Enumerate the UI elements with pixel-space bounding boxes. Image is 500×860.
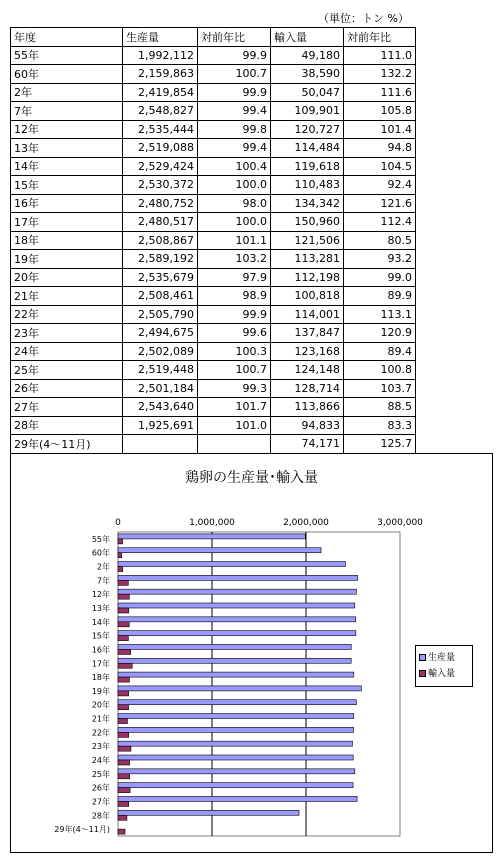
header-year: 年度 <box>11 28 123 47</box>
y-category-label: 16年 <box>91 645 110 655</box>
cell-production-ratio: 98.9 <box>198 287 271 306</box>
bar-import <box>118 801 129 806</box>
cell-import-ratio: 93.2 <box>344 250 416 269</box>
bar-import <box>118 594 129 599</box>
bar-import <box>118 580 128 585</box>
cell-import: 120,727 <box>271 120 344 139</box>
bar-import <box>118 815 127 820</box>
cell-import: 150,960 <box>271 213 344 232</box>
cell-year: 28年 <box>11 416 123 435</box>
cell-import-ratio: 132.2 <box>344 65 416 84</box>
bar-import <box>118 732 129 737</box>
cell-production: 2,494,675 <box>123 324 198 343</box>
cell-year: 14年 <box>11 157 123 176</box>
cell-import: 119,618 <box>271 157 344 176</box>
cell-year: 2年 <box>11 83 123 102</box>
y-category-label: 23年 <box>91 742 110 752</box>
cell-production-ratio: 101.0 <box>198 416 271 435</box>
cell-import-ratio: 105.8 <box>344 102 416 121</box>
y-category-label: 19年 <box>91 686 110 696</box>
cell-production-ratio: 101.7 <box>198 398 271 417</box>
bar-production <box>118 783 353 788</box>
y-category-label: 7年 <box>96 576 110 586</box>
cell-import-ratio: 100.8 <box>344 361 416 380</box>
cell-production: 2,535,444 <box>123 120 198 139</box>
cell-year: 26年 <box>11 379 123 398</box>
cell-production: 2,519,448 <box>123 361 198 380</box>
y-category-label: 21年 <box>91 714 110 724</box>
x-tick-label: 3,000,000 <box>377 518 423 528</box>
bar-production <box>118 575 358 580</box>
cell-year: 23年 <box>11 324 123 343</box>
cell-year: 27年 <box>11 398 123 417</box>
bar-import <box>118 774 130 779</box>
y-category-label: 60年 <box>91 548 110 558</box>
cell-production: 2,535,679 <box>123 268 198 287</box>
cell-production-ratio: 100.0 <box>198 176 271 195</box>
cell-year: 7年 <box>11 102 123 121</box>
cell-import-ratio: 94.8 <box>344 139 416 158</box>
bar-import <box>118 567 123 572</box>
cell-import: 74,171 <box>271 435 344 454</box>
y-category-label: 29年(4～11月) <box>54 825 110 835</box>
cell-import-ratio: 92.4 <box>344 176 416 195</box>
cell-import-ratio: 88.5 <box>344 398 416 417</box>
bar-production <box>118 631 356 636</box>
bar-import <box>118 691 129 696</box>
y-category-label: 18年 <box>91 673 110 683</box>
cell-import-ratio: 120.9 <box>344 324 416 343</box>
bar-production <box>118 686 361 691</box>
bar-import <box>118 649 131 654</box>
cell-production-ratio: 99.3 <box>198 379 271 398</box>
y-category-label: 28年 <box>91 811 110 821</box>
cell-year: 18年 <box>11 231 123 250</box>
bar-production <box>118 727 354 732</box>
cell-production-ratio: 99.6 <box>198 324 271 343</box>
bar-import <box>118 539 123 544</box>
header-import-ratio: 対前年比 <box>344 28 416 47</box>
cell-import: 134,342 <box>271 194 344 213</box>
cell-import: 109,901 <box>271 102 344 121</box>
cell-import-ratio: 103.7 <box>344 379 416 398</box>
bar-production <box>118 810 299 815</box>
cell-import-ratio: 83.3 <box>344 416 416 435</box>
cell-production: 2,529,424 <box>123 157 198 176</box>
x-tick-label: 0 <box>115 518 121 528</box>
cell-production-ratio: 99.9 <box>198 305 271 324</box>
y-category-label: 26年 <box>91 783 110 793</box>
cell-production-ratio: 100.7 <box>198 65 271 84</box>
cell-year: 25年 <box>11 361 123 380</box>
bar-production <box>118 589 356 594</box>
cell-production: 2,419,854 <box>123 83 198 102</box>
cell-production-ratio: 100.0 <box>198 213 271 232</box>
cell-import: 123,168 <box>271 342 344 361</box>
bar-production <box>118 700 356 705</box>
cell-production-ratio: 99.9 <box>198 83 271 102</box>
bar-production <box>118 562 345 567</box>
legend-swatch-production <box>419 654 426 661</box>
cell-production: 2,508,461 <box>123 287 198 306</box>
cell-production-ratio: 99.9 <box>198 46 271 65</box>
cell-year: 20年 <box>11 268 123 287</box>
legend-label-import: 輸入量 <box>428 669 456 679</box>
legend-item-import <box>419 668 455 680</box>
bar-production <box>118 796 357 801</box>
cell-import-ratio: 111.0 <box>344 46 416 65</box>
y-category-label: 12年 <box>91 590 110 600</box>
cell-production: 2,530,372 <box>123 176 198 195</box>
bar-production <box>118 534 305 539</box>
y-category-label: 20年 <box>91 700 110 710</box>
cell-year: 55年 <box>11 46 123 65</box>
legend-swatch-import <box>419 670 426 677</box>
cell-production-ratio: 99.4 <box>198 102 271 121</box>
cell-import-ratio: 112.4 <box>344 213 416 232</box>
cell-import: 114,001 <box>271 305 344 324</box>
header-production: 生産量 <box>123 28 198 47</box>
cell-production-ratio: 99.8 <box>198 120 271 139</box>
cell-production: 2,505,790 <box>123 305 198 324</box>
y-category-label: 24年 <box>91 756 110 765</box>
bar-import <box>118 829 125 834</box>
y-category-label: 14年 <box>91 617 110 627</box>
cell-import: 94,833 <box>271 416 344 435</box>
bar-import <box>118 663 132 668</box>
cell-production: 2,159,863 <box>123 65 198 84</box>
bar-import <box>118 746 131 751</box>
cell-production-ratio: 98.0 <box>198 194 271 213</box>
bar-production <box>118 644 351 649</box>
chart-legend <box>415 645 473 687</box>
cell-year: 16年 <box>11 194 123 213</box>
cell-production: 2,480,517 <box>123 213 198 232</box>
cell-production: 2,508,867 <box>123 231 198 250</box>
y-category-label: 2年 <box>96 562 110 572</box>
y-category-label: 17年 <box>91 659 110 669</box>
header-import: 輸入量 <box>271 28 344 47</box>
cell-production: 2,519,088 <box>123 139 198 158</box>
cell-production: 2,502,089 <box>123 342 198 361</box>
cell-production: 2,543,640 <box>123 398 198 417</box>
y-category-label: 25年 <box>91 769 110 779</box>
bar-import <box>118 553 122 558</box>
y-category-label: 55年 <box>91 534 110 544</box>
cell-production: 2,480,752 <box>123 194 198 213</box>
cell-import-ratio: 113.1 <box>344 305 416 324</box>
cell-year: 29年(4～11月) <box>11 435 123 454</box>
x-tick-label: 1,000,000 <box>189 518 235 528</box>
cell-import: 100,818 <box>271 287 344 306</box>
cell-import: 110,483 <box>271 176 344 195</box>
cell-import: 113,281 <box>271 250 344 269</box>
cell-production-ratio: 99.4 <box>198 139 271 158</box>
header-production-ratio: 対前年比 <box>198 28 271 47</box>
cell-production: 2,501,184 <box>123 379 198 398</box>
bar-import <box>118 677 129 682</box>
cell-production-ratio: 100.4 <box>198 157 271 176</box>
cell-year: 12年 <box>11 120 123 139</box>
cell-year: 60年 <box>11 65 123 84</box>
cell-production-ratio: 100.7 <box>198 361 271 380</box>
cell-production-ratio: 97.9 <box>198 268 271 287</box>
bar-production <box>118 548 321 553</box>
cell-import: 128,714 <box>271 379 344 398</box>
bar-import <box>118 608 129 613</box>
cell-import: 114,484 <box>271 139 344 158</box>
cell-import-ratio: 89.9 <box>344 287 416 306</box>
cell-year: 17年 <box>11 213 123 232</box>
cell-import-ratio: 80.5 <box>344 231 416 250</box>
y-category-label: 13年 <box>91 604 110 613</box>
cell-import-ratio: 121.6 <box>344 194 416 213</box>
bar-production <box>118 603 355 608</box>
bar-production <box>118 755 353 760</box>
cell-year: 19年 <box>11 250 123 269</box>
cell-import-ratio: 111.6 <box>344 83 416 102</box>
bar-import <box>118 760 130 765</box>
cell-import: 50,047 <box>271 83 344 102</box>
bar-production <box>118 617 356 622</box>
cell-production: 1,992,112 <box>123 46 198 65</box>
y-category-label: 22年 <box>91 728 110 738</box>
unit-note: （単位：トン %） <box>318 12 409 25</box>
cell-production-ratio: 100.3 <box>198 342 271 361</box>
cell-production: 1,925,691 <box>123 416 198 435</box>
bar-import <box>118 705 129 710</box>
cell-import: 121,506 <box>271 231 344 250</box>
bar-import <box>118 719 127 724</box>
bar-import <box>118 622 129 627</box>
legend-label-production: 生産量 <box>428 653 456 663</box>
cell-year: 22年 <box>11 305 123 324</box>
cell-production-ratio: 103.2 <box>198 250 271 269</box>
cell-import-ratio: 101.4 <box>344 120 416 139</box>
cell-import-ratio: 99.0 <box>344 268 416 287</box>
y-category-label: 15年 <box>91 631 110 641</box>
bar-production <box>118 658 351 663</box>
bar-production <box>118 714 354 719</box>
bar-import <box>118 788 130 793</box>
x-tick-label: 2,000,000 <box>283 518 329 528</box>
cell-import: 137,847 <box>271 324 344 343</box>
bar-production <box>118 741 352 746</box>
cell-production: 2,589,192 <box>123 250 198 269</box>
cell-import-ratio: 89.4 <box>344 342 416 361</box>
cell-import-ratio: 125.7 <box>344 435 416 454</box>
cell-import: 38,590 <box>271 65 344 84</box>
cell-import: 124,148 <box>271 361 344 380</box>
cell-import: 112,198 <box>271 268 344 287</box>
cell-year: 21年 <box>11 287 123 306</box>
cell-year: 13年 <box>11 139 123 158</box>
cell-import: 49,180 <box>271 46 344 65</box>
cell-production-ratio: 101.1 <box>198 231 271 250</box>
chart-title: 鶏卵の生産量･輸入量 <box>185 470 318 486</box>
cell-production: 2,548,827 <box>123 102 198 121</box>
bar-production <box>118 769 355 774</box>
cell-import: 113,866 <box>271 398 344 417</box>
legend-item-production <box>419 652 455 664</box>
bar-production <box>118 672 354 677</box>
cell-import-ratio: 104.5 <box>344 157 416 176</box>
y-category-label: 27年 <box>91 797 110 807</box>
cell-year: 15年 <box>11 176 123 195</box>
cell-year: 24年 <box>11 342 123 361</box>
bar-import <box>118 636 128 641</box>
